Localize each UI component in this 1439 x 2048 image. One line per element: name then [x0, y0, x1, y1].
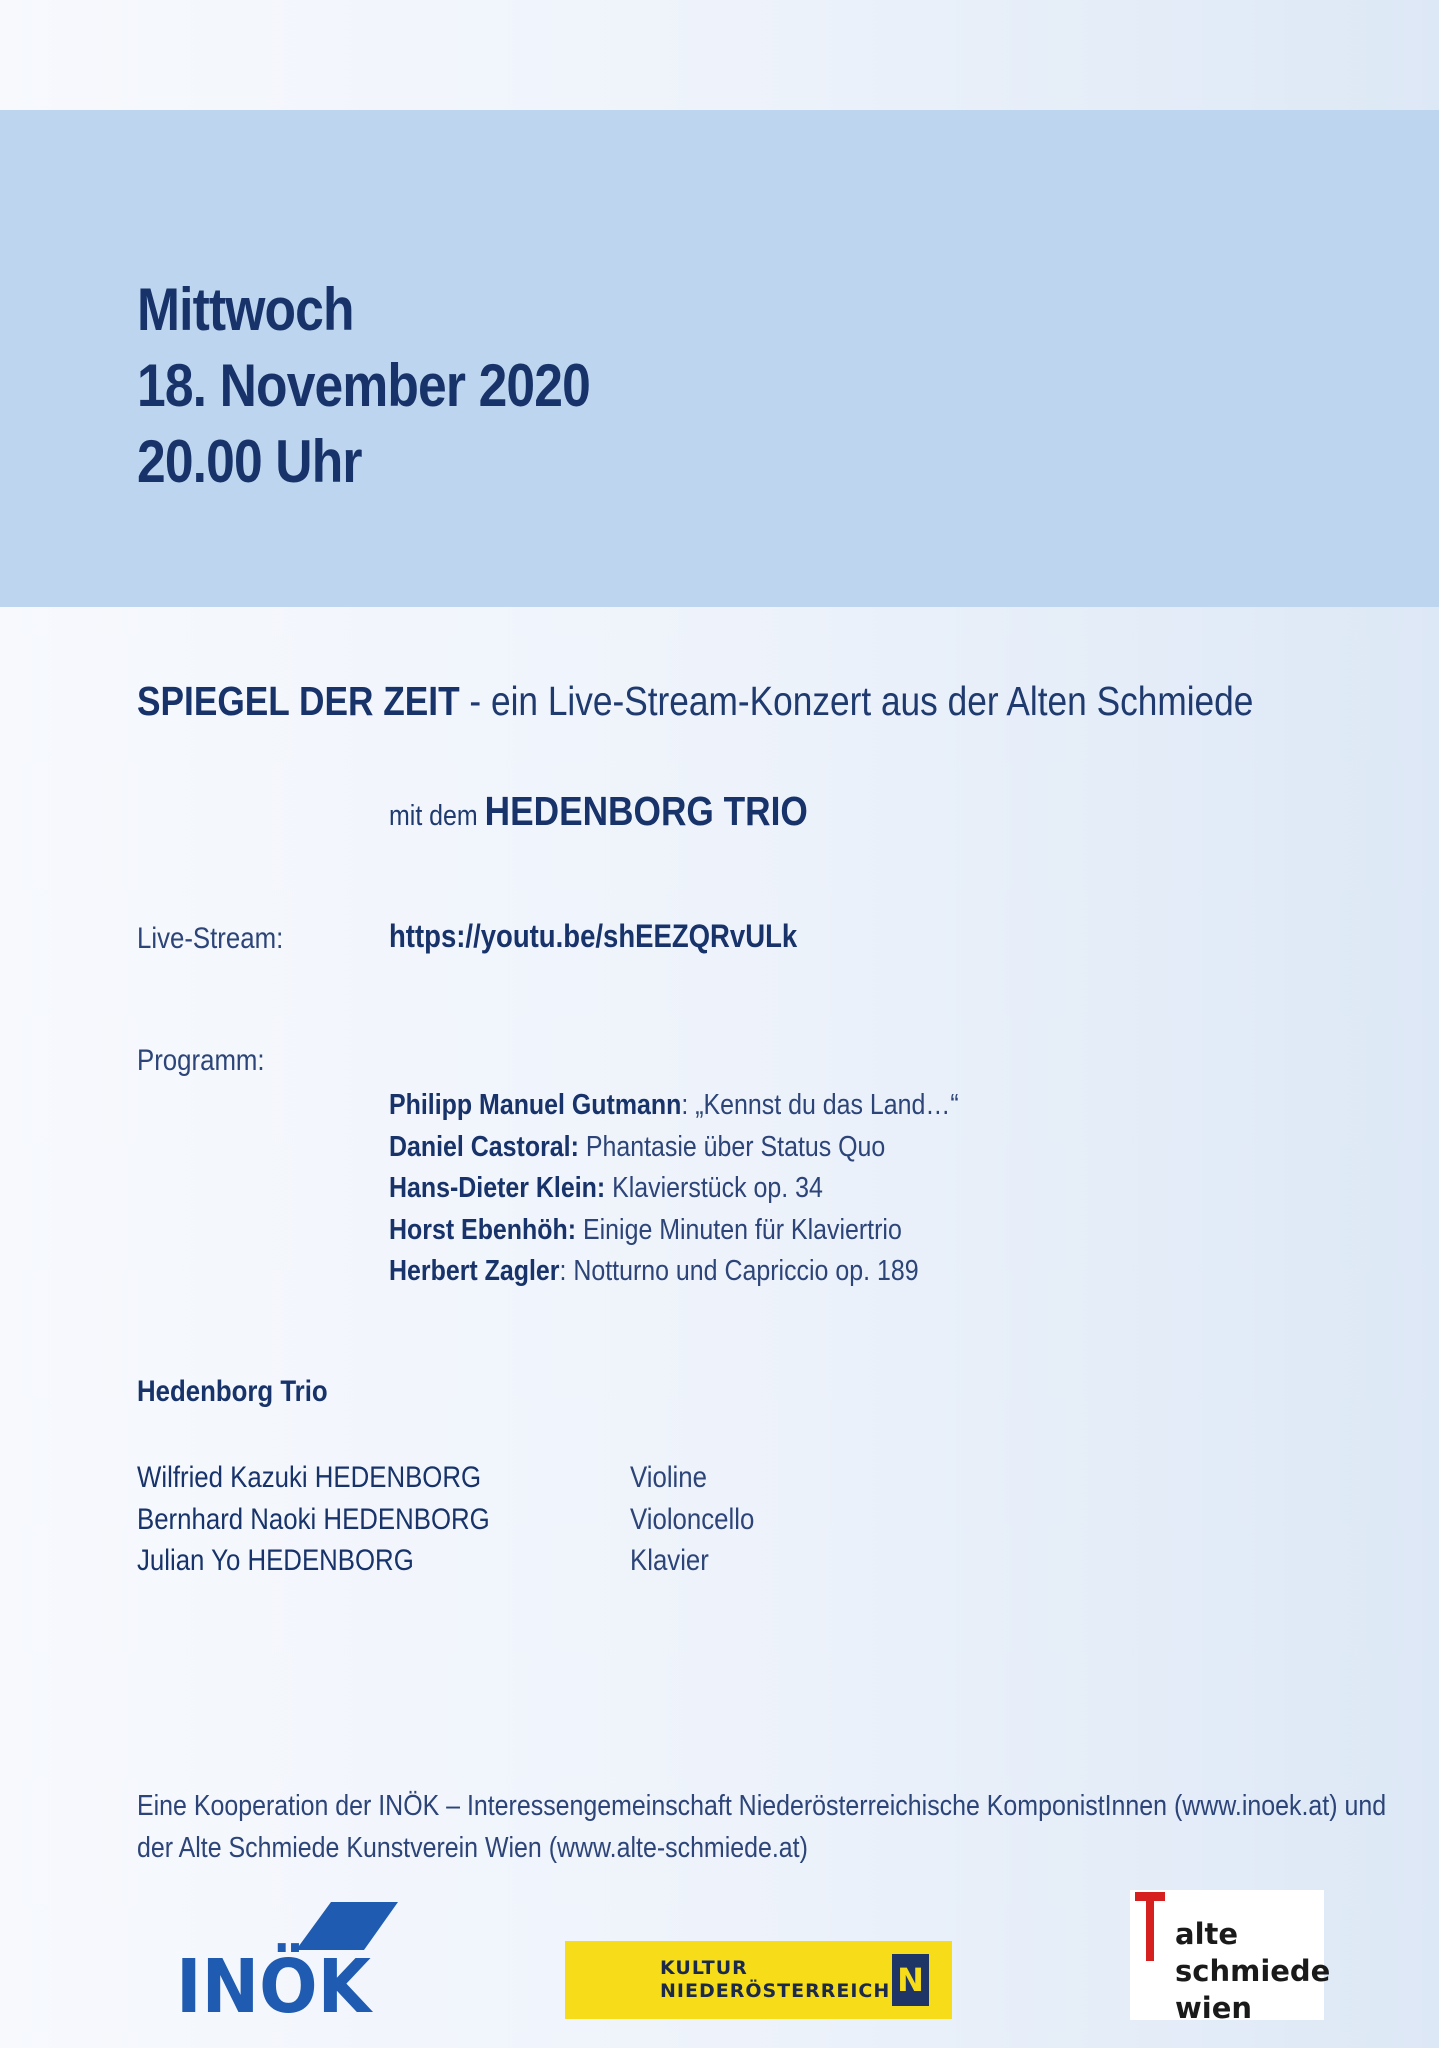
member-instrument: Klavier [630, 1544, 709, 1577]
composer: Philipp Manuel Gutmann [389, 1089, 682, 1121]
alte-line: wien [1175, 1991, 1253, 2025]
separator [576, 1214, 583, 1246]
member-names [137, 1457, 490, 1582]
ensemble-heading: Hedenborg Trio [137, 1375, 328, 1408]
stream-link[interactable]: https://youtu.be/shEEZQRvULk [389, 918, 798, 954]
cooperation-note [137, 1786, 1386, 1869]
work: Klavierstück op. 34 [612, 1172, 823, 1204]
member-instruments [630, 1457, 754, 1582]
separator [579, 1131, 586, 1163]
program-item [389, 1085, 959, 1127]
stream-label: Live-Stream: [137, 922, 284, 955]
kultur-line: KULTUR [660, 1957, 748, 1979]
hammer-icon [1133, 1892, 1169, 1962]
member-instrument: Violoncello [630, 1502, 755, 1536]
member-name: Bernhard Naoki HEDENBORG [137, 1502, 490, 1536]
performer-prefix: mit dem [389, 800, 485, 832]
concert-subtitle: - ein Live-Stream-Konzert aus der Alten Schmiede [459, 678, 1254, 724]
program-item [389, 1210, 959, 1252]
program-item [389, 1251, 959, 1293]
inok-logo [176, 1900, 408, 2020]
program-item [389, 1168, 959, 1210]
program-list [389, 1085, 959, 1293]
work: „Kennst du das Land…“ [695, 1089, 959, 1121]
event-weekday: Mittwoch [137, 276, 354, 343]
performer-line [389, 788, 808, 835]
composer: Horst Ebenhöh: [389, 1213, 577, 1246]
work: Phantasie über Status Quo [585, 1130, 886, 1163]
inok-swoosh-icon [296, 1902, 398, 1950]
cooperation-line: Eine Kooperation der INÖK – Interessengemeinschaft Niederösterreichische KomponistInnen (www.inoek.at) und [137, 1790, 1387, 1822]
member-name: Julian Yo HEDENBORG [137, 1544, 414, 1577]
work: Notturno und Capriccio op. 189 [573, 1255, 919, 1287]
event-time: 20.00 Uhr [137, 428, 362, 495]
alte-schmiede-logo [1130, 1890, 1331, 2025]
composer: Herbert Zagler [389, 1255, 560, 1287]
inok-logo-text: INÖK [176, 1944, 386, 2020]
composer: Hans-Dieter Klein: [389, 1172, 606, 1204]
program-label: Programm: [137, 1044, 265, 1077]
concert-title [137, 678, 1253, 725]
kultur-niederoesterreich-logo [565, 1941, 952, 2019]
program-item [389, 1127, 959, 1169]
alte-line: schmiede [1175, 1954, 1331, 1988]
event-date: 18. November 2020 [137, 352, 590, 419]
alte-schmiede-logo-text [1175, 1916, 1330, 2027]
kultur-line: NIEDERÖSTERREICH [660, 1980, 891, 2002]
alte-line: alte [1175, 1917, 1239, 1951]
work: Einige Minuten für Klaviertrio [582, 1213, 902, 1246]
composer: Daniel Castoral: [389, 1130, 579, 1163]
kultur-n-icon: N [892, 1954, 929, 2006]
cooperation-line: der Alte Schmiede Kunstverein Wien (www.alte-schmiede.at) [137, 1831, 808, 1864]
concert-name: SPIEGEL DER ZEIT [137, 678, 460, 724]
kultur-logo-text [660, 1957, 890, 2003]
event-date-block [137, 272, 590, 500]
member-instrument: Violine [630, 1461, 707, 1494]
performer-name: HEDENBORG TRIO [484, 788, 808, 834]
member-name: Wilfried Kazuki HEDENBORG [137, 1461, 482, 1494]
separator: : [559, 1255, 574, 1287]
separator: : [681, 1089, 696, 1121]
